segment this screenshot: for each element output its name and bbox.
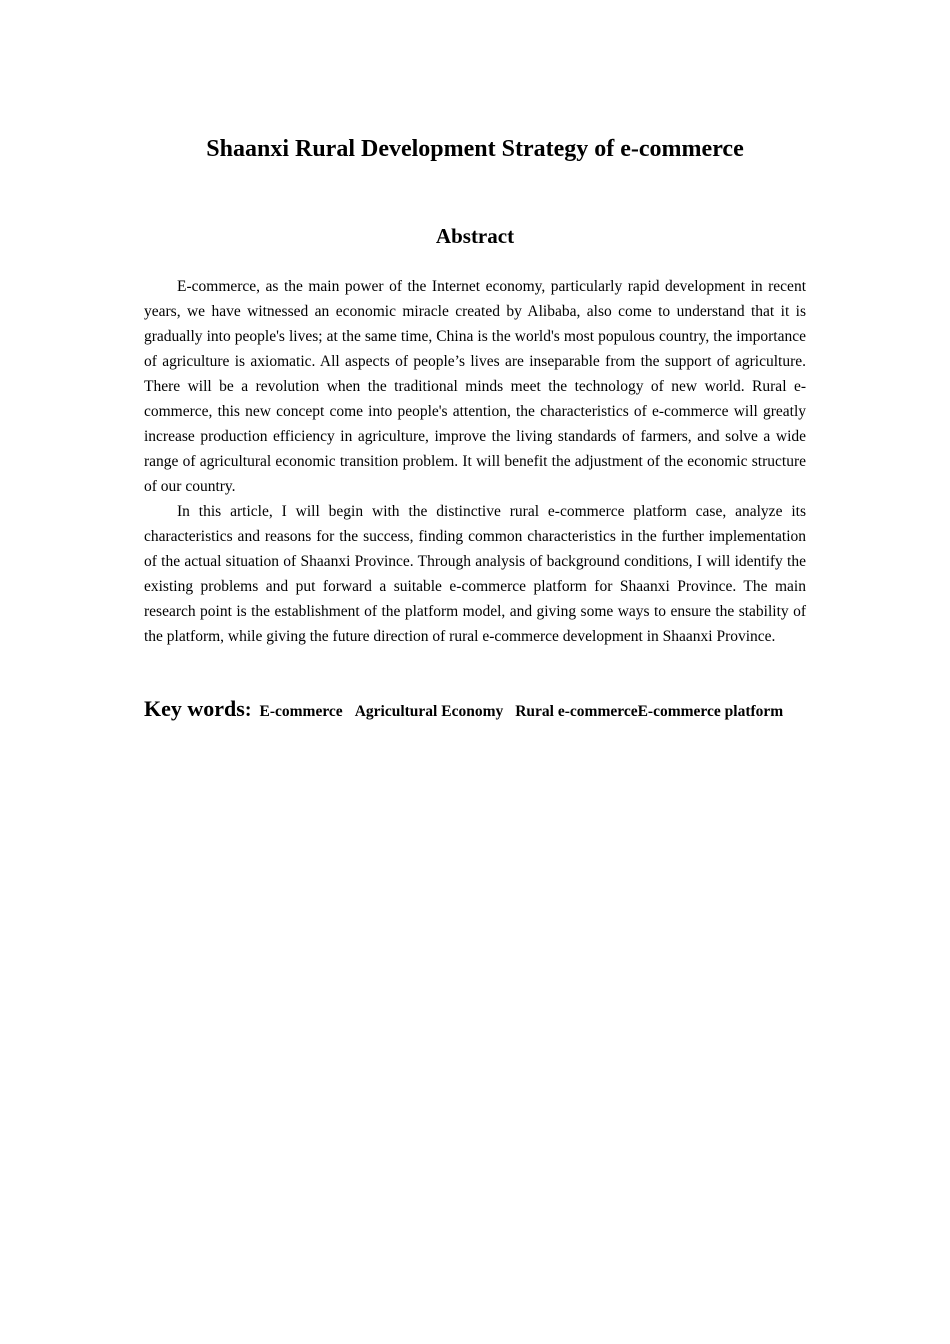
keywords-label: Key words [144, 696, 245, 721]
abstract-heading: Abstract [435, 224, 515, 248]
keyword: Agricultural Economy [354, 703, 504, 720]
keyword: E-commerce platform [637, 703, 784, 720]
keywords-separator: : [244, 699, 252, 721]
keyword: E-commerce [259, 703, 343, 720]
abstract-paragraph: E-commerce, as the main power of the Internet economy, particularly rapid development in recent years, we have witnessed an economic miracle created by Alibaba, also come to understand that it is gradually into people's lives; at the same time, China is the world's most populous country, the importance of agriculture is axiomatic. All aspects of people’s lives are inseparable from the support of agriculture. There will be a revolution when the traditional minds meet the technology of new world. Rural e-commerce, this new concept come into people's attention, the characteristics of e-commerce will greatly increase production efficiency in agriculture, improve the living standards of farmers, and solve a wide range of agricultural economic transition problem. It will benefit the adjustment of the economic structure of our country. [144, 278, 806, 495]
document-title: Shaanxi Rural Development Strategy of e-commerce [206, 136, 744, 162]
keywords-line [144, 696, 806, 723]
abstract-paragraph: In this article, I will begin with the distinctive rural e-commerce platform case, analyze its characteristics and reasons for the success, finding common characteristics in the further implementation of the actual situation of Shaanxi Province. Through analysis of background conditions, I will identify the existing problems and put forward a suitable e-commerce platform for Shaanxi Province. The main research point is the establishment of the platform model, and giving some ways to ensure the stability of the platform, while giving the future direction of rural e-commerce development in Shaanxi Province. [144, 503, 806, 645]
keyword: Rural e-commerce [515, 703, 638, 720]
abstract-body [144, 274, 806, 649]
